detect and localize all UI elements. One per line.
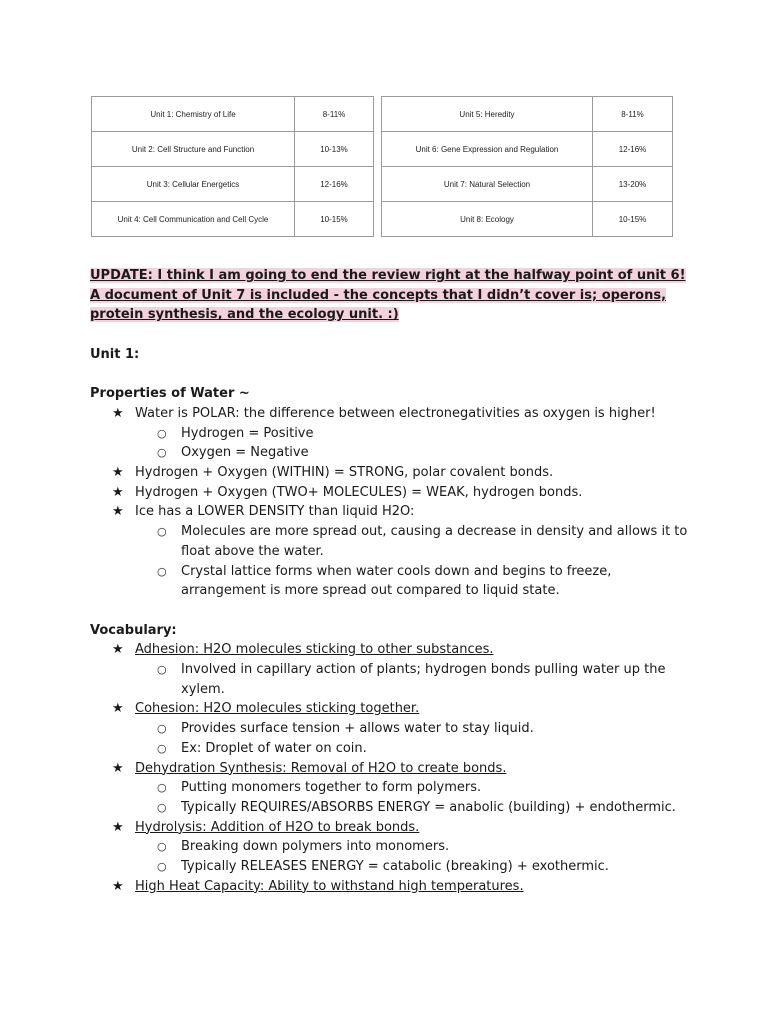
circle-bullet-icon: ○ <box>157 426 167 440</box>
list-item: ○ Typically REQUIRES/ABSORBS ENERGY = anabolic (building) + endothermic. <box>135 798 690 818</box>
table-row <box>382 132 673 167</box>
list-item: ○ Typically RELEASES ENERGY = catabolic (breaking) + exothermic. <box>135 857 690 877</box>
circle-bullet-icon: ○ <box>157 722 167 736</box>
list-item: ★ Hydrogen + Oxygen (TWO+ MOLECULES) = WEAK, hydrogen bonds. <box>90 483 690 503</box>
star-bullet-icon: ★ <box>112 465 124 480</box>
water-list <box>90 404 690 601</box>
table-row <box>92 202 374 237</box>
list-item: ★ Water is POLAR: the difference between electronegativities as oxygen is higher! ○ Hydrogen = Positive ○ Oxygen = Negative <box>90 404 690 463</box>
water-heading: Properties of Water ~ <box>90 386 250 402</box>
units-table-right <box>381 96 673 237</box>
star-bullet-icon: ★ <box>112 819 124 835</box>
unit-name: Unit 6: Gene Expression and Regulation <box>382 132 593 167</box>
table-row <box>382 167 673 202</box>
table-row <box>382 202 673 237</box>
unit-name: Unit 1: Chemistry of Life <box>92 97 295 132</box>
circle-bullet-icon: ○ <box>157 840 167 854</box>
unit-weight: 8-11% <box>593 97 673 132</box>
list-item: ○ Ex: Droplet of water on coin. <box>135 739 690 759</box>
unit-weight: 12-16% <box>295 167 374 202</box>
unit-weight: 13-20% <box>593 167 673 202</box>
star-bullet-icon: ★ <box>112 760 124 776</box>
vocab-list <box>90 640 690 896</box>
update-note-text: UPDATE: I think I am going to end the review right at the halfway point of unit 6! A document of Unit 7 is included - the concepts that I didn’t cover is; operons, protein synthesis, and the ecology unit. :) <box>90 268 686 323</box>
star-bullet-icon: ★ <box>112 504 124 520</box>
circle-bullet-icon: ○ <box>157 800 167 814</box>
circle-bullet-icon: ○ <box>157 741 167 755</box>
unit-weight: 10-13% <box>295 132 374 167</box>
list-item: ★ Cohesion: H2O molecules sticking together. ○ Provides surface tension + allows water to stay liquid. ○ Ex: Droplet of water on coin. <box>90 699 690 758</box>
list-item: ○ Involved in capillary action of plants; hydrogen bonds pulling water up the xylem. <box>157 662 666 697</box>
circle-bullet-icon: ○ <box>157 860 167 874</box>
unit-name: Unit 8: Ecology <box>382 202 593 237</box>
unit-name: Unit 2: Cell Structure and Function <box>92 132 295 167</box>
unit-name: Unit 4: Cell Communication and Cell Cycle <box>92 202 295 237</box>
circle-bullet-icon: ○ <box>157 446 167 460</box>
unit-name: Unit 5: Heredity <box>382 97 593 132</box>
table-row <box>92 132 374 167</box>
unit-weight: 8-11% <box>295 97 374 132</box>
circle-bullet-icon: ○ <box>157 663 167 677</box>
star-bullet-icon: ★ <box>112 878 124 894</box>
table-row <box>382 97 673 132</box>
list-item: ★ Hydrolysis: Addition of H2O to break bonds. ○ Breaking down polymers into monomers. ○ Typically RELEASES ENERGY = catabolic (breaking) + exothermic. <box>90 818 690 877</box>
list-item: ★ Ice has a LOWER DENSITY than liquid H2O: ○ Molecules are more spread out, causing a decrease in density and allows it to float above the water. ○ Crystal lattice forms when water cools down and begins to freeze, arrangement is more spread out compared to liquid state. <box>90 502 690 601</box>
star-bullet-icon: ★ <box>112 484 124 500</box>
unit-weight: 12-16% <box>593 132 673 167</box>
list-item: ○ Oxygen = Negative <box>135 443 690 463</box>
update-note <box>90 266 690 325</box>
table-row <box>92 97 374 132</box>
units-table-left <box>91 96 374 237</box>
unit-weight: 10-15% <box>295 202 374 237</box>
unit-weight: 10-15% <box>593 202 673 237</box>
list-item: ★ Hydrogen + Oxygen (WITHIN) = STRONG, polar covalent bonds. <box>90 463 690 483</box>
circle-bullet-icon: ○ <box>157 525 167 539</box>
star-bullet-icon: ★ <box>112 405 124 421</box>
list-item: ★ Adhesion: H2O molecules sticking to other substances. ○ Involved in capillary action of plants; hydrogen bonds pulling water up the xylem. <box>90 640 690 699</box>
unit-heading: Unit 1: <box>90 346 140 362</box>
circle-bullet-icon: ○ <box>157 781 167 795</box>
list-item: ○ Hydrogen = Positive <box>135 424 690 444</box>
document-body <box>90 266 690 896</box>
list-item: ★ High Heat Capacity: Ability to withstand high temperatures. <box>90 877 690 897</box>
unit-name: Unit 7: Natural Selection <box>382 167 593 202</box>
star-bullet-icon: ★ <box>112 701 124 717</box>
list-item: ○ Breaking down polymers into monomers. <box>135 837 690 857</box>
circle-bullet-icon: ○ <box>157 564 167 578</box>
list-item: ○ Provides surface tension + allows water to stay liquid. <box>135 719 690 739</box>
list-item: ○ Molecules are more spread out, causing a decrease in density and allows it to float above the water. <box>157 524 688 559</box>
unit-name: Unit 3: Cellular Energetics <box>92 167 295 202</box>
list-item: ○ Crystal lattice forms when water cools down and begins to freeze, arrangement is more spread out compared to liquid state. <box>157 563 612 599</box>
star-bullet-icon: ★ <box>112 642 124 658</box>
table-row <box>92 167 374 202</box>
list-item: ★ Dehydration Synthesis: Removal of H2O to create bonds. ○ Putting monomers together to form polymers. ○ Typically REQUIRES/ABSORBS ENERGY = anabolic (building) + endothermic. <box>90 759 690 818</box>
vocab-heading: Vocabulary: <box>90 622 177 638</box>
list-item: ○ Putting monomers together to form polymers. <box>135 778 690 798</box>
